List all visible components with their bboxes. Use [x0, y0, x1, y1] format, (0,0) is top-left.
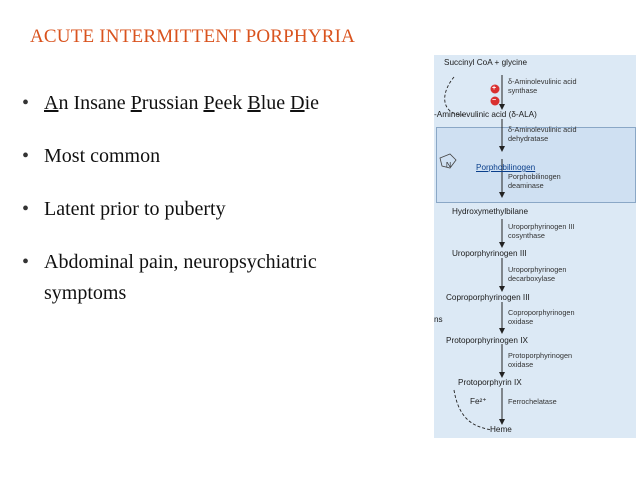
- bullet-symptoms: • Abdominal pain, neuropsychiatric symptoms: [22, 247, 402, 309]
- mnemonic-text: lue: [260, 92, 291, 114]
- enzyme-proto-oxidase-2: oxidase: [508, 360, 534, 369]
- bullet-mnemonic: [22, 88, 402, 119]
- ring-n-label: N: [446, 162, 452, 169]
- node-start: Succinyl CoA + glycine: [444, 58, 528, 67]
- node-protoporphyrinogen: Protoporphyrinogen IX: [446, 336, 528, 345]
- node-coproporphyrinogen: Coproporphyrinogen III: [446, 293, 530, 302]
- slide-title: ACUTE INTERMITTENT PORPHYRIA: [30, 26, 356, 47]
- node-porphobilinogen: Porphobilinogen: [476, 163, 536, 172]
- side-label: ns: [434, 315, 443, 324]
- feedback-arrow-bottom: [454, 390, 492, 430]
- enzyme-uro-cosynthase-2: cosynthase: [508, 231, 545, 240]
- node-protoporphyrin: Protoporphyrin IX: [458, 378, 522, 387]
- mnemonic-letter-p2: P: [203, 92, 215, 114]
- mnemonic-text: ie: [304, 92, 320, 114]
- enzyme-copro-oxidase-2: oxidase: [508, 317, 534, 326]
- enzyme-uro-cosynthase-1: Uroporphyrinogen III: [508, 222, 575, 231]
- enzyme-ferrochelatase: Ferrochelatase: [508, 397, 557, 406]
- node-heme: Heme: [490, 425, 512, 434]
- mnemonic-text: russian: [141, 92, 204, 114]
- enzyme-proto-oxidase-1: Protoporphyrinogen: [508, 351, 573, 360]
- bullet-list: [22, 88, 402, 331]
- enzyme-ala-dehydratase-1: δ-Aminolevulinic acid: [508, 125, 577, 134]
- enzyme-ala-dehydratase-2: dehydratase: [508, 134, 549, 143]
- bullet-most-common: • Most common: [22, 141, 402, 172]
- enzyme-uro-decarboxylase-1: Uroporphyrinogen: [508, 265, 567, 274]
- mnemonic-letter-a: A: [44, 92, 59, 114]
- enzyme-ala-synthase-1: δ-Aminolevulinic acid: [508, 77, 577, 86]
- mnemonic-letter-p1: P: [130, 92, 142, 114]
- mnemonic-letter-d: D: [290, 92, 305, 114]
- iron-label: Fe²⁺: [470, 397, 487, 406]
- node-hydroxymethylbilane: Hydroxymethylbilane: [452, 207, 528, 216]
- mnemonic-letter-b: B: [247, 92, 261, 114]
- enzyme-uro-decarboxylase-2: decarboxylase: [508, 274, 556, 283]
- node-uroporphyrinogen: Uroporphyrinogen III: [452, 249, 527, 258]
- enzyme-pbg-deaminase-2: deaminase: [508, 181, 544, 190]
- enzyme-pbg-deaminase-1: Porphobilinogen: [508, 172, 561, 181]
- enzyme-ala-synthase-2: synthase: [508, 86, 538, 95]
- minus-sign: −: [492, 97, 497, 104]
- mnemonic-text: n Insane: [58, 92, 131, 114]
- mnemonic-text: eek: [214, 92, 248, 114]
- node-ala: -Aminolevulinic acid (δ-ALA): [434, 110, 537, 119]
- bullet-latent: • Latent prior to puberty: [22, 194, 402, 225]
- enzyme-copro-oxidase-1: Coproporphyrinogen: [508, 308, 575, 317]
- plus-sign: +: [492, 85, 497, 92]
- heme-pathway-diagram: [434, 55, 636, 438]
